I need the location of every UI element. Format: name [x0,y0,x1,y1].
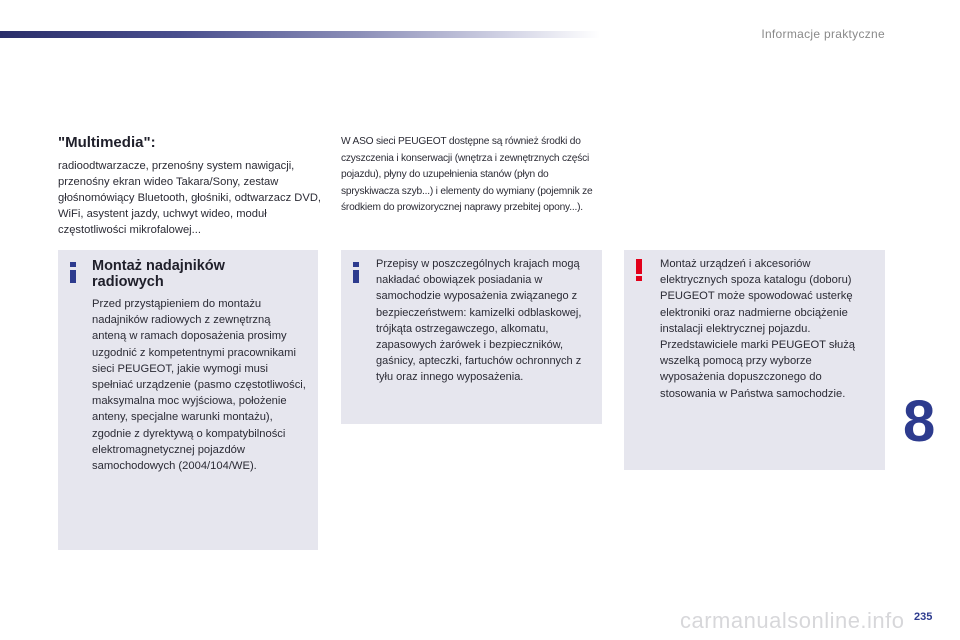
header-gradient-bar [0,31,600,38]
page-number: 235 [914,611,933,623]
electrical-warning-text: Montaż urządzeń i akcesoriów elektrycznych spoza katalogu (doboru) PEUGEOT może spowodować usterkę elektroniki oraz nadmierne obciążenie instalacji elektrycznej pojazdu. Przedstawiciele marki PEUGEOT służą wszelką pomocą przy wyborze wyposażenia dopuszczonego do stosowania w Państwa samochodzie. [660,258,856,400]
exclamation-icon [636,259,642,281]
watermark: carmanualsonline.info [680,608,905,633]
aso-paragraph: W ASO sieci PEUGEOT dostępne są również środki do czyszczenia i konserwacji (wnętrza i zewnętrznych części pojazdu), płyny do uzupełnienia stanów (płyn do spryskiwacza szyb...) i elementy do wymiany (pojemnik ze środkiem do prowizorycznej naprawy przebitej opony...). [341,136,593,214]
chapter-number: 8 [903,389,936,454]
regulations-text: Przepisy w poszczególnych krajach mogą nakładać obowiązek posiadania w samochodzie wyposażenia związanego z bezpieczeństwem: kamizelki odblaskowej, trójkąta ostrzegawczego, alkomatu, zapasowych żarówek i bezpieczników, gaśnicy, apteczki, fartuchów ochronnych z tyłu oraz innego wyposażenia. [376,258,582,384]
multimedia-text: radioodtwarzacze, przenośny system nawigacji, przenośny ekran wideo Takara/Sony, zestaw głośnomówiący Bluetooth, głośniki, odtwarzacz DVD, WiFi, asystent jazdy, uchwyt wideo, moduł częstotliwości mikrofalowej... [58,160,322,236]
section-title: Informacje praktyczne [761,27,885,41]
info-icon [353,262,359,282]
radio-transmitter-heading: Montaż nadajników radiowych [92,258,225,290]
multimedia-heading: "Multimedia": [58,134,156,151]
info-icon [70,262,76,282]
radio-transmitter-text: Przed przystąpieniem do montażu nadajników radiowych z zewnętrzną anteną w ramach doposażenia prosimy uzgodnić z kompetentnymi pracownikami sieci PEUGEOT, jakie wymogi musi spełniać urządzenie (pasmo częstotliwości, maksymalna moc wyjściowa, położenie anteny, specjalne warunki montażu), zgodnie z dyrektywą o kompatybilności elektromagnetycznej pojazdów samochodowych (2004/104/WE). [92,298,306,473]
